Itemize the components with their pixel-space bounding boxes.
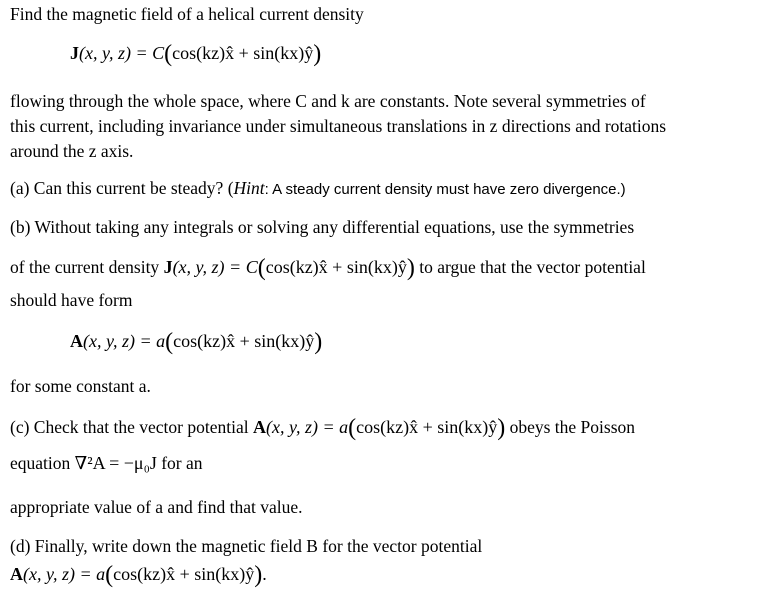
equation-current-density: J(x, y, z) = C(cos(kz)x̂ + sin(kx)ŷ)	[70, 41, 322, 67]
part-c-line-2: equation ∇²A = −μ₀J for an	[10, 453, 203, 473]
part-a-question: (a) Can this current be steady? (Hint: A steady current density must have zero divergence.)	[10, 178, 626, 198]
part-b-line-4: for some constant a.	[10, 376, 151, 396]
part-c-line-1: (c) Check that the vector potential A(x, y, z) = a(cos(kz)x̂ + sin(kx)ŷ) obeys the Poisson	[10, 415, 636, 441]
intro-para-line-2: this current, including invariance under simultaneous translations in z directions and rotations	[10, 116, 667, 136]
part-d-line-1: (d) Finally, write down the magnetic field B for the vector potential	[10, 536, 483, 556]
inline-equation-A: A(x, y, z) = a(cos(kz)x̂ + sin(kx)ŷ)	[252, 415, 506, 441]
hint-label: Hint	[233, 178, 265, 198]
inline-equation-J: J(x, y, z) = C(cos(kz)x̂ + sin(kx)ŷ)	[163, 255, 415, 281]
equation-vector-potential: A(x, y, z) = a(cos(kz)x̂ + sin(kx)ŷ)	[70, 329, 323, 355]
intro-para-line-3: around the z axis.	[10, 141, 134, 161]
J-symbol: J	[70, 43, 79, 63]
part-b-line-2: of the current density J(x, y, z) = C(cos(kz)x̂ + sin(kx)ŷ) to argue that the vector potential	[10, 255, 646, 281]
A-symbol: A	[70, 331, 83, 351]
part-b-line-1: (b) Without taking any integrals or solving any differential equations, use the symmetries	[10, 217, 635, 237]
equation-vector-potential-final: A(x, y, z) = a(cos(kz)x̂ + sin(kx)ŷ).	[10, 562, 267, 588]
part-b-line-3: should have form	[10, 290, 133, 310]
part-c-line-3: appropriate value of a and find that value.	[10, 497, 303, 517]
intro-line-1: Find the magnetic field of a helical current density	[10, 4, 364, 24]
hint-text: : A steady current density must have zero divergence.)	[264, 181, 626, 198]
poisson-equation: ∇²A = −μ₀J	[74, 453, 157, 473]
intro-para-line-1: flowing through the whole space, where C and k are constants. Note several symmetries of	[10, 91, 646, 111]
